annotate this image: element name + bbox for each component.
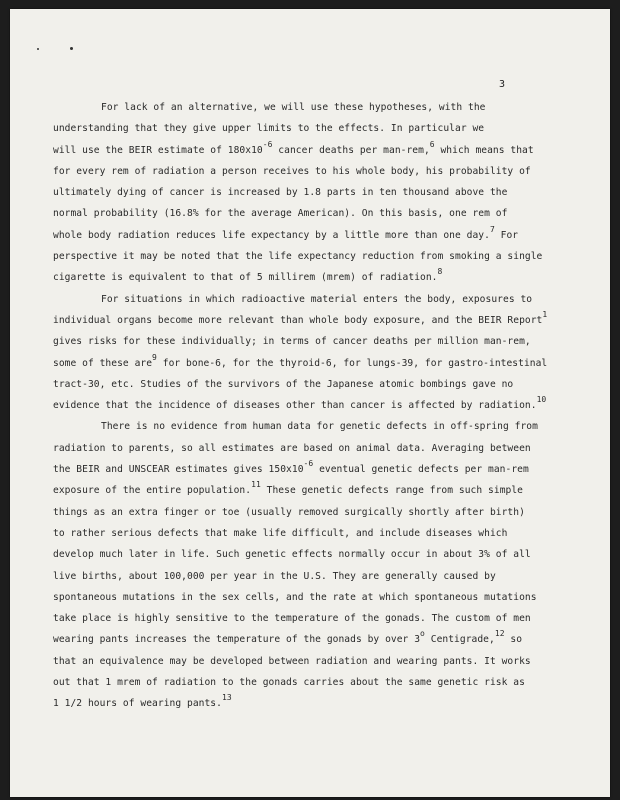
- text-segment: exposure of the entire population.: [53, 485, 252, 497]
- text-segment: Centigrade,: [424, 634, 495, 646]
- text-segment: individual organs become more relevant than whole body exposure, and the BEIR Report: [53, 314, 543, 326]
- text-line: [53, 118, 603, 139]
- text-segment: cancer deaths per man-rem,: [272, 144, 430, 156]
- text-line: [53, 629, 603, 650]
- text-line: [53, 544, 603, 565]
- text-line: [53, 651, 603, 672]
- text-segment: wearing pants increases the temperature of the gonads by over 3: [53, 634, 421, 646]
- text-segment: gives risks for these individually; in terms of cancer deaths per million man-rem,: [53, 336, 531, 348]
- text-segment: out that 1 mrem of radiation to the gonads carries about the same genetic risk as: [53, 677, 525, 689]
- text-segment: For: [494, 229, 519, 241]
- text-segment: whole body radiation reduces life expectancy by a little more than one day.: [53, 229, 490, 241]
- superscript: 7: [489, 224, 495, 234]
- speck-mark: [70, 47, 73, 50]
- text-segment: to rather serious defects that make life difficult, and include diseases which: [53, 527, 508, 539]
- text-segment: tract-30, etc. Studies of the survivors of the Japanese atomic bombings gave no: [53, 378, 514, 390]
- text-line: [53, 480, 603, 501]
- text-line: [53, 502, 603, 523]
- paragraph: [53, 289, 603, 417]
- text-line: [53, 353, 603, 374]
- superscript: -6: [303, 459, 314, 469]
- text-segment: For lack of an alternative, we will use these hypotheses, with the: [101, 102, 486, 113]
- paragraph: [53, 97, 603, 289]
- text-segment: things as an extra finger or toe (usually removed surgically shortly after birth): [53, 506, 525, 518]
- text-line: [53, 566, 603, 587]
- text-segment: understanding that they give upper limits to the effects. In particular we: [53, 123, 485, 135]
- text-line: [53, 331, 603, 352]
- text-segment: that an equivalence may be developed between radiation and wearing pants. It works: [53, 655, 531, 667]
- text-line: [53, 161, 603, 182]
- text-segment: ultimately dying of cancer is increased by 1.8 parts in ten thousand above the: [53, 187, 508, 199]
- superscript: o: [420, 629, 425, 639]
- superscript: 8: [437, 267, 443, 277]
- text-segment: for bone-6, for the thyroid-6, for lungs-39, for gastro-intestinal: [156, 357, 548, 369]
- text-line: [53, 416, 603, 437]
- text-line: [53, 203, 603, 224]
- text-line: [53, 246, 603, 267]
- text-line: [53, 438, 603, 459]
- text-segment: for every rem of radiation a person receives to his whole body, his probability of: [53, 165, 531, 177]
- body-text: [53, 97, 603, 715]
- text-line: [53, 374, 603, 395]
- text-line: [53, 182, 603, 203]
- text-line: [53, 97, 603, 118]
- text-segment: For situations in which radioactive material enters the body, exposures to: [101, 293, 533, 305]
- paragraph: [53, 416, 603, 714]
- text-segment: some of these are: [53, 357, 153, 369]
- text-segment: live births, about 100,000 per year in the U.S. They are generally caused by: [53, 570, 496, 582]
- text-line: [53, 140, 603, 161]
- text-line: [53, 587, 603, 608]
- text-line: [53, 267, 603, 288]
- text-line: [53, 672, 603, 693]
- text-segment: There is no evidence from human data for genetic defects in off-spring from: [101, 421, 538, 433]
- text-segment: so: [504, 634, 523, 646]
- superscript: 10: [536, 395, 547, 405]
- superscript: 6: [429, 139, 435, 149]
- text-line: [53, 310, 603, 331]
- text-line: [53, 523, 603, 544]
- superscript: 9: [152, 352, 157, 362]
- text-line: [53, 608, 603, 629]
- text-segment: which means that: [434, 144, 534, 156]
- text-segment: perspective it may be noted that the life expectancy reduction from smoking a single: [53, 251, 543, 263]
- document-page: [10, 9, 610, 797]
- page-number: 3: [499, 79, 506, 90]
- superscript: 12: [494, 629, 505, 639]
- text-segment: spontaneous mutations in the sex cells, and the rate at which spontaneous mutations: [53, 591, 537, 603]
- superscript: 11: [251, 480, 261, 490]
- text-line: [53, 225, 603, 246]
- text-segment: evidence that the incidence of diseases other than cancer is affected by radiation.: [53, 400, 537, 412]
- text-segment: the BEIR and UNSCEAR estimates gives 150x10: [53, 464, 304, 476]
- text-segment: take place is highly sensitive to the temperature of the gonads. The custom of men: [53, 613, 531, 625]
- text-segment: will use the BEIR estimate of 180x10: [53, 144, 263, 156]
- text-segment: cigarette is equivalent to that of 5 millirem (mrem) of radiation.: [53, 272, 438, 284]
- text-line: [53, 459, 603, 480]
- text-line: [53, 693, 603, 714]
- text-line: [53, 395, 603, 416]
- text-segment: These genetic defects range from such simple: [260, 485, 523, 497]
- text-segment: normal probability (16.8% for the average American). On this basis, one rem of: [53, 208, 508, 220]
- text-segment: develop much later in life. Such genetic effects normally occur in about 3% of all: [53, 549, 531, 561]
- text-line: [53, 289, 603, 310]
- text-segment: eventual genetic defects per man-rem: [313, 464, 529, 476]
- superscript: 13: [221, 693, 232, 703]
- speck-mark: [37, 48, 39, 50]
- text-segment: 1 1/2 hours of wearing pants.: [53, 698, 222, 710]
- superscript: 1: [542, 309, 548, 319]
- superscript: -6: [262, 139, 273, 149]
- text-segment: radiation to parents, so all estimates are based on animal data. Averaging between: [53, 442, 531, 454]
